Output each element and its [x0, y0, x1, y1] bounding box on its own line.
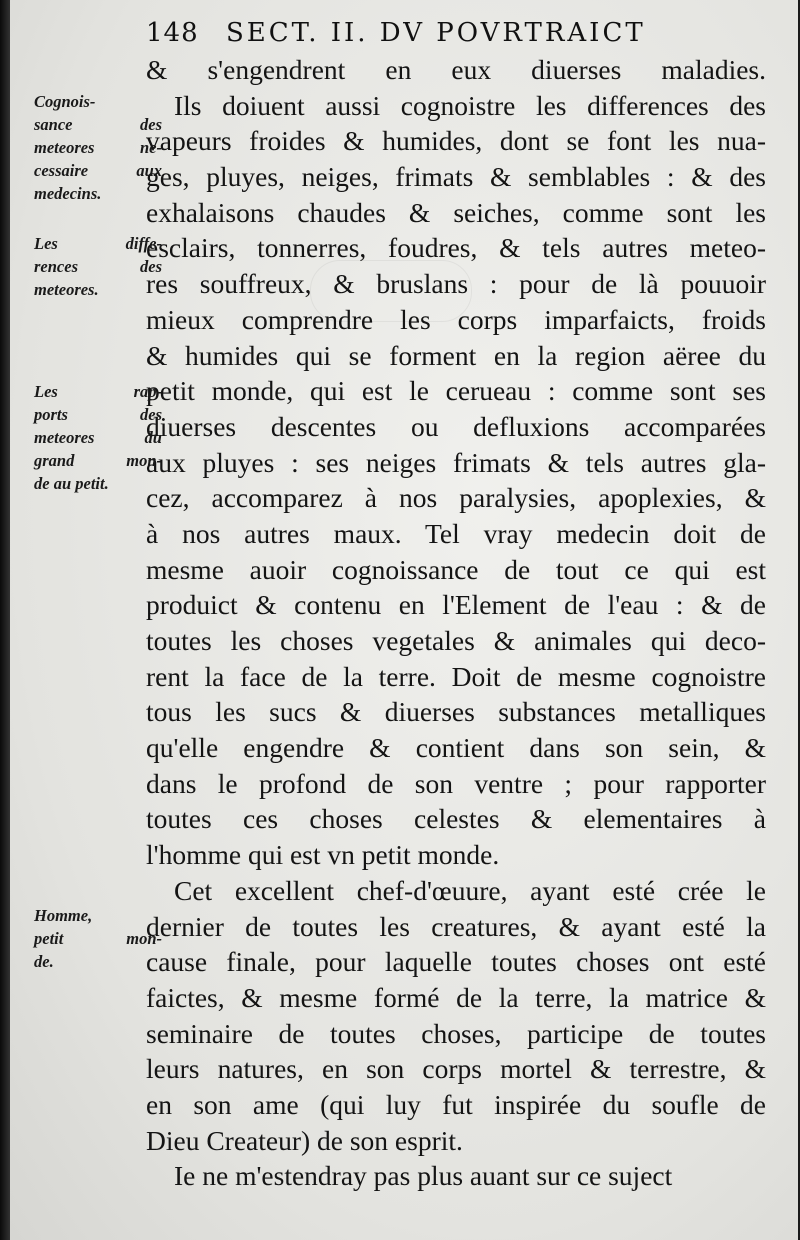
margin-note-line: de au petit.: [34, 474, 109, 493]
text-line: diuerses descentes ou defluxions accomparées: [146, 410, 766, 442]
text-line: aux pluyes : ses neiges frimats & tels autres gla-: [146, 446, 766, 478]
book-page: [10, 0, 798, 1240]
text-line: Ie ne m'estendray pas plus auant sur ce suject: [174, 1160, 673, 1192]
margin-note-line: cessaire aux: [34, 161, 162, 180]
margin-note-line: sance des: [34, 115, 162, 134]
text-line: cez, accomparez à nos paralysies, apoplexies, &: [146, 482, 766, 514]
text-line: dernier de toutes les creatures, & ayant esté la: [146, 910, 766, 942]
text-line: Cet excellent chef-d'œuure, ayant esté crée le: [174, 874, 766, 906]
running-title: SECT. II. DV POVRTRAICT: [226, 18, 646, 48]
text-line: toutes les choses vegetales & animales qui deco-: [146, 625, 766, 656]
text-line: seminaire de toutes choses, participe de toutes: [146, 1017, 766, 1049]
margin-note-line: de.: [34, 952, 54, 971]
margin-note-line: meteores du: [34, 428, 162, 447]
text-line: exhalaisons chaudes & seiches, comme sont les: [146, 196, 766, 228]
text-line: l'homme qui est vn petit monde.: [146, 839, 500, 871]
text-line: ges, pluyes, neiges, frimats & semblables : & des: [146, 161, 766, 193]
page-number: 148: [146, 18, 199, 48]
text-line: faictes, & mesme formé de la terre, la matrice &: [146, 981, 766, 1013]
margin-note-line: meteores.: [34, 280, 99, 299]
text-line: Ils doiuent aussi cognoistre les differences des: [174, 89, 766, 121]
text-line: à nos autres maux. Tel vray medecin doit de: [146, 517, 766, 549]
text-line: vapeurs froides & humides, dont se font les nua-: [146, 125, 766, 157]
margin-note-line: grand mon-: [34, 451, 162, 470]
text-line: petit monde, qui est le cerueau : comme sont ses: [146, 375, 766, 407]
margin-note-line: rences des: [34, 257, 162, 276]
margin-note-line: Homme,: [34, 906, 93, 925]
text-line: cause finale, pour laquelle toutes choses ont esté: [146, 946, 766, 978]
text-line: & humides qui se forment en la region aëree du: [146, 339, 766, 371]
margin-note-rapports: [34, 380, 162, 495]
margin-note-line: Cognois-: [34, 92, 96, 111]
margin-note-differences: [34, 232, 162, 301]
margin-note-line: medecins.: [34, 184, 102, 203]
margin-note-line: Les diffe-: [34, 234, 162, 253]
text-line: esclairs, tonnerres, foudres, & tels autres meteo-: [146, 232, 766, 264]
text-line: Dieu Createur) de son esprit.: [146, 1124, 463, 1156]
text-line: & s'engendrent en eux diuerses maladies.: [146, 54, 766, 85]
main-text: [146, 52, 766, 1194]
margin-note-line: ports des: [34, 405, 162, 424]
margin-note-line: meteores ne-: [34, 138, 162, 157]
text-line: mesme auoir cognoissance de tout ce qui est: [146, 553, 766, 585]
text-line: leurs natures, en son corps mortel & terrestre, &: [146, 1053, 766, 1085]
margin-note-line: petit mon-: [34, 929, 162, 948]
text-line: en son ame (qui luy fut inspirée du soufle de: [146, 1088, 766, 1120]
text-line: mieux comprendre les corps imparfaicts, froids: [146, 303, 766, 335]
margin-note-meteores-medecins: [34, 90, 162, 205]
margin-note-line: Les rap-: [34, 382, 162, 401]
margin-note-homme: [34, 904, 162, 973]
text-line: produict & contenu en l'Element de l'eau : & de: [146, 589, 766, 621]
text-line: toutes ces choses celestes & elementaires à: [146, 803, 766, 835]
text-line: qu'elle engendre & contient dans son sein, &: [146, 732, 766, 764]
text-line: dans le profond de son ventre ; pour rapporter: [146, 767, 766, 799]
text-line: rent la face de la terre. Doit de mesme cognoistre: [146, 660, 766, 692]
text-line: tous les sucs & diuerses substances metalliques: [146, 696, 766, 728]
text-line: res souffreux, & bruslans : pour de là pouuoir: [146, 268, 766, 300]
running-header: [146, 14, 766, 54]
